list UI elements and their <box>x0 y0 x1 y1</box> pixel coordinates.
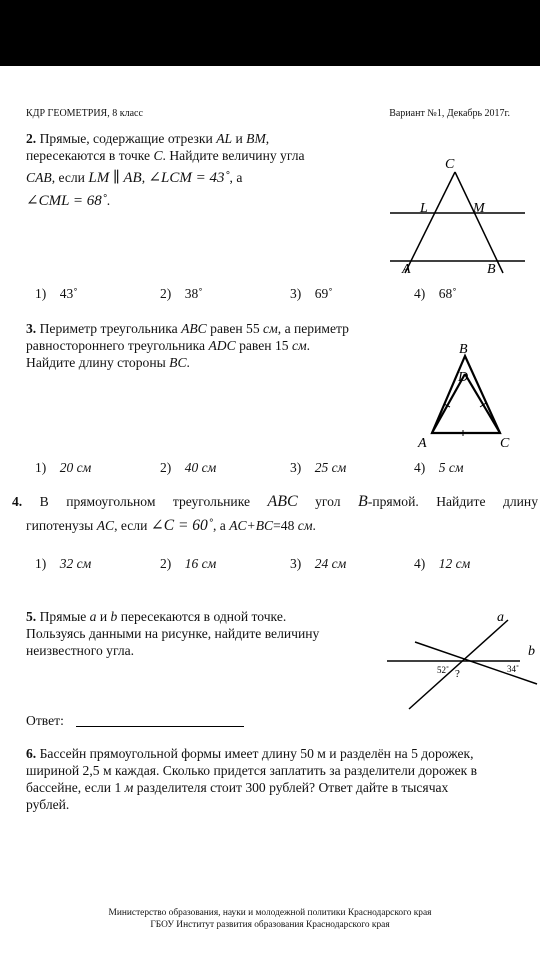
q3-option-4: 4) 5 см <box>414 460 464 475</box>
q2-line4: ∠CML = 68˚. <box>26 193 111 209</box>
q5-line2: Пользуясь данными на рисунке, найдите величину <box>26 626 320 641</box>
q3-line2: равностороннего треугольника ADC равен 15 см. <box>26 338 311 353</box>
q3-triangle-abc <box>432 356 500 433</box>
q5-angle-34: 34˚ <box>507 664 519 674</box>
q4-option-2: 2) 16 см <box>160 556 217 571</box>
q2-label-b: B <box>487 262 496 277</box>
q6-line1: 6. Бассейн прямоугольной формы имеет длину 50 м и разделён на 5 дорожек, <box>26 746 474 761</box>
footer-line2: ГБОУ Институт развития образования Краснодарского края <box>150 920 390 930</box>
top-bar <box>0 0 540 66</box>
q3-label-b: B <box>459 342 468 357</box>
q4-option-3: 3) 24 см <box>290 556 347 571</box>
q2-label-m: M <box>473 201 485 216</box>
q5-line-a <box>409 620 508 709</box>
q2-line1: 2. Прямые, содержащие отрезки AL и BM, <box>26 131 270 146</box>
q2-option-2: 2) 38˚ <box>160 286 203 301</box>
q5-angle-unknown: ? <box>455 668 460 680</box>
q3-label-a: A <box>418 436 427 451</box>
q5-line3: неизвестного угла. <box>26 643 135 658</box>
q2-line-ac <box>405 172 455 273</box>
q2-line2: пересекаются в точке C. Найдите величину угла <box>26 148 305 163</box>
q5-answer-label: Ответ: <box>26 713 64 728</box>
q2-line-bc <box>455 172 503 273</box>
q3-option-3: 3) 25 см <box>290 460 347 475</box>
q5-answer-field[interactable] <box>76 726 244 727</box>
q4-line2: гипотенузы AC, если ∠C = 60˚, а AC+BC=48 см. <box>26 517 316 534</box>
q2-line3: CAB, если LM ∥ AB, ∠LCM = 43˚, а <box>26 170 243 186</box>
q3-figure <box>410 340 520 455</box>
q2-option-4: 4) 68˚ <box>414 286 457 301</box>
footer-line1: Министерство образования, науки и молодежной политики Краснодарского края <box>108 908 432 918</box>
q6-line2: шириной 2,5 м каждая. Сколько придется заплатить за разделители дорожек в <box>26 763 478 778</box>
q2-label-c: C <box>445 157 455 172</box>
q6-line4: рублей. <box>26 797 70 812</box>
q3-label-d: D <box>458 370 469 385</box>
q4-option-4: 4) 12 см <box>414 556 471 571</box>
q3-label-c: C <box>500 436 510 451</box>
q3-option-2: 2) 40 см <box>160 460 217 475</box>
q4-line1: 4. В прямоугольном треугольнике ABC угол B-прямой. Найдите длину <box>12 493 538 510</box>
header-left: КДР ГЕОМЕТРИЯ, 8 класс <box>26 108 143 119</box>
q3-segment-dc <box>465 374 500 433</box>
header-right: Вариант №1, Декабрь 2017г. <box>389 108 510 119</box>
q2-option-3: 3) 69˚ <box>290 286 333 301</box>
q5-line1: 5. Прямые a и b пересекаются в одной точке. <box>26 609 287 624</box>
q3-line3: Найдите длину стороны BC. <box>26 355 190 370</box>
q2-option-1: 1) 43˚ <box>35 286 78 301</box>
q5-figure <box>385 605 540 715</box>
q4-option-1: 1) 32 см <box>35 556 92 571</box>
q5-label-b: b <box>528 644 535 659</box>
q5-label-a: a <box>497 610 504 625</box>
q2-label-a: A <box>402 262 411 277</box>
q2-label-l: L <box>420 201 428 216</box>
q2-figure <box>380 150 530 280</box>
q6-line3: бассейне, если 1 м разделителя стоит 300 рублей? Ответ дайте в тысячах <box>26 780 449 795</box>
q3-line1: 3. Периметр треугольника ABC равен 55 см, а периметр <box>26 321 349 336</box>
q5-angle-52: 52˚ <box>437 665 449 675</box>
q3-option-1: 1) 20 см <box>35 460 92 475</box>
